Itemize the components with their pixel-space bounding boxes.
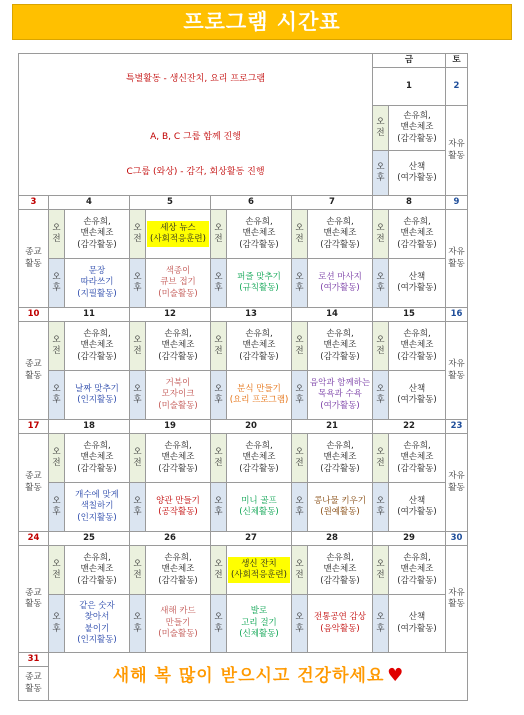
- pm-label: 오 후: [49, 371, 65, 420]
- pm-label: 오 후: [211, 371, 227, 420]
- page-title: 프로그램 시간표: [12, 4, 512, 40]
- activity-pm: 산책 (여가활동): [389, 595, 446, 653]
- activity-am-highlight: 생신 잔치 (사회적응훈련): [228, 557, 290, 584]
- am-label: 오 전: [373, 210, 389, 259]
- activity-am: 손유희, 맨손체조 (감각활동): [389, 434, 446, 483]
- am-label: 오 전: [292, 546, 308, 595]
- day-number: 16: [446, 308, 468, 322]
- day-number: 19: [130, 420, 211, 434]
- activity-am: 손유희, 맨손체조 (감각활동): [308, 322, 373, 371]
- schedule-calendar: [18, 53, 468, 701]
- day-number: 3: [19, 196, 49, 210]
- activity-am-highlight: 세상 뉴스 (사회적응훈련): [147, 221, 209, 248]
- activity-am: 손유희, 맨손체조 (감각활동): [146, 546, 211, 595]
- activity-pm: 산책 (여가활동): [389, 371, 446, 420]
- activity-pm: 같은 숫자 찾아서 붙이기 (인지활동): [65, 595, 130, 653]
- activity-am: 손유희, 맨손체조 (감각활동): [227, 210, 292, 259]
- activity-am: 손유희, 맨손체조 (감각활동): [146, 434, 211, 483]
- day-number: 4: [49, 196, 130, 210]
- am-label: 오 전: [130, 322, 146, 371]
- day-number: 17: [19, 420, 49, 434]
- am-label: 오 전: [292, 322, 308, 371]
- pm-label: 오 후: [211, 483, 227, 532]
- activity-am: 손유희, 맨손체조 (감각활동): [389, 322, 446, 371]
- pm-label: 오 후: [292, 595, 308, 653]
- activity-pm: 색종이 큐브 접기 (미술활동): [146, 259, 211, 308]
- group-c-note: C그룹 (와상) - 감각, 회상활동 진행: [126, 167, 265, 177]
- activity-pm: 양관 만들기 (공작활동): [146, 483, 211, 532]
- activity-pm: 산책 (여가활동): [389, 259, 446, 308]
- am-label: 오 전: [373, 322, 389, 371]
- day-number: 24: [19, 532, 49, 546]
- activity-pm: 퍼즐 맞추기 (규칙활동): [227, 259, 292, 308]
- pm-label: 오 후: [373, 595, 389, 653]
- activity-am: 손유희, 맨손체조 (감각활동): [389, 546, 446, 595]
- pm-label: 오 후: [49, 259, 65, 308]
- day-number: 2: [446, 68, 468, 106]
- activity-am: 손유희, 맨손체조 (감각활동): [308, 434, 373, 483]
- activity-am: 손유희, 맨손체조 (감각활동): [65, 546, 130, 595]
- activity-am: 손유희, 맨손체조 (감각활동): [308, 210, 373, 259]
- am-label: 오 전: [49, 434, 65, 483]
- am-label: 오 전: [211, 322, 227, 371]
- day-number: 18: [49, 420, 130, 434]
- day-number: 1: [373, 68, 446, 106]
- day-number: 26: [130, 532, 211, 546]
- am-label: 오 전: [211, 210, 227, 259]
- activity-pm: 산책 (여가활동): [389, 483, 446, 532]
- am-label: 오 전: [211, 434, 227, 483]
- pm-label: 오 후: [373, 259, 389, 308]
- heart-icon: ♥: [387, 665, 404, 687]
- saturday-activity: 자유 활동: [446, 434, 468, 532]
- am-label: 오 전: [373, 106, 389, 151]
- sunday-activity: 종교 활동: [19, 546, 49, 653]
- saturday-activity: 자유 활동: [446, 546, 468, 653]
- day-number: 30: [446, 532, 468, 546]
- am-label: 오 전: [292, 210, 308, 259]
- activity-am: 손유희, 맨손체조 (감각활동): [65, 322, 130, 371]
- am-label: 오 전: [211, 546, 227, 595]
- saturday-activity: 자유 활동: [446, 322, 468, 420]
- pm-label: 오 후: [292, 371, 308, 420]
- day-number: 11: [49, 308, 130, 322]
- activity-pm: 전통공연 감상 (음악활동): [308, 595, 373, 653]
- day-number: 21: [292, 420, 373, 434]
- pm-label: 오 후: [130, 595, 146, 653]
- am-label: 오 전: [130, 434, 146, 483]
- pm-label: 오 후: [211, 595, 227, 653]
- pm-label: 오 후: [49, 483, 65, 532]
- am-label: 오 전: [373, 546, 389, 595]
- pm-label: 오 후: [130, 371, 146, 420]
- am-label: 오 전: [130, 210, 146, 259]
- am-label: 오 전: [292, 434, 308, 483]
- am-label: 오 전: [49, 322, 65, 371]
- activity-am: 손유희, 맨손체조 (감각활동): [389, 210, 446, 259]
- activity-am: 손유희, 맨손체조 (감각활동): [146, 322, 211, 371]
- day-number: 7: [292, 196, 373, 210]
- footer-message: [49, 653, 468, 701]
- activity-am: 손유희, 맨손체조 (감각활동): [227, 434, 292, 483]
- day-number: 12: [130, 308, 211, 322]
- activity-am: 손유희, 맨손체조 (감각활동): [65, 434, 130, 483]
- activity-am: 손유희, 맨손체조 (감각활동): [308, 546, 373, 595]
- header-friday: 금: [373, 54, 446, 68]
- activity-pm: 날짜 맞추기 (인지활동): [65, 371, 130, 420]
- activity-am: 손유희, 맨손체조 (감각활동): [389, 106, 446, 151]
- activity-pm: 새해 카드 만들기 (미술활동): [146, 595, 211, 653]
- sunday-activity: 종교 활동: [19, 322, 49, 420]
- activity-pm: 콩나물 키우기 (원예활동): [308, 483, 373, 532]
- footer-greeting: 새해 복 많이 받으시고 건강하세요: [112, 666, 385, 687]
- pm-label: 오 후: [292, 483, 308, 532]
- activity-pm: 미니 골프 (신체활동): [227, 483, 292, 532]
- day-number: 29: [373, 532, 446, 546]
- activity-am: 손유희, 맨손체조 (감각활동): [227, 322, 292, 371]
- day-number: 9: [446, 196, 468, 210]
- activity-pm: 음악과 함께하는 목욕과 수욕 (여가활동): [308, 371, 373, 420]
- group-abc-note: A, B, C 그룹 함께 진행: [150, 131, 241, 142]
- day-number: 10: [19, 308, 49, 322]
- pm-label: 오 후: [373, 483, 389, 532]
- day-number: 14: [292, 308, 373, 322]
- day-number: 8: [373, 196, 446, 210]
- pm-label: 오 후: [211, 259, 227, 308]
- day-number: 20: [211, 420, 292, 434]
- saturday-activity: 자유 활동: [446, 210, 468, 308]
- day-number: 5: [130, 196, 211, 210]
- saturday-activity: 자유 활동: [446, 106, 468, 196]
- activity-pm: 문장 따라쓰기 (지필활동): [65, 259, 130, 308]
- schedule-table: [18, 53, 468, 701]
- day-number: 25: [49, 532, 130, 546]
- program-time-info: [19, 106, 373, 196]
- header-saturday: 토: [446, 54, 468, 68]
- pm-label: 오 후: [373, 151, 389, 196]
- pm-label: 오 후: [130, 483, 146, 532]
- day-number: 28: [292, 532, 373, 546]
- activity-pm: 분식 만들기 (요리 프로그램): [227, 371, 292, 420]
- pm-label: 오 후: [49, 595, 65, 653]
- day-number: 13: [211, 308, 292, 322]
- day-number: 22: [373, 420, 446, 434]
- am-label: 오 전: [49, 546, 65, 595]
- sunday-activity: 종교 활동: [19, 667, 49, 701]
- program-info: [19, 54, 373, 106]
- day-number: 31: [19, 653, 49, 667]
- activity-pm: 거북이 모자이크 (미술활동): [146, 371, 211, 420]
- pm-label: 오 후: [373, 371, 389, 420]
- activity-pm: 개수에 맞게 색칠하기 (인지활동): [65, 483, 130, 532]
- activity-pm: 발로 고리 걸기 (신체활동): [227, 595, 292, 653]
- sunday-activity: 종교 활동: [19, 434, 49, 532]
- special-activity-note: 특별활동 - 생신잔치, 요리 프로그램: [125, 74, 266, 84]
- activity-am: 손유희, 맨손체조 (감각활동): [65, 210, 130, 259]
- pm-label: 오 후: [292, 259, 308, 308]
- pm-label: 오 후: [130, 259, 146, 308]
- am-label: 오 전: [49, 210, 65, 259]
- day-number: 15: [373, 308, 446, 322]
- am-label: 오 전: [373, 434, 389, 483]
- am-label: 오 전: [130, 546, 146, 595]
- day-number: 6: [211, 196, 292, 210]
- sunday-activity: 종교 활동: [19, 210, 49, 308]
- activity-pm: 산책 (여가활동): [389, 151, 446, 196]
- activity-pm: 로션 마사지 (여가활동): [308, 259, 373, 308]
- day-number: 27: [211, 532, 292, 546]
- day-number: 23: [446, 420, 468, 434]
